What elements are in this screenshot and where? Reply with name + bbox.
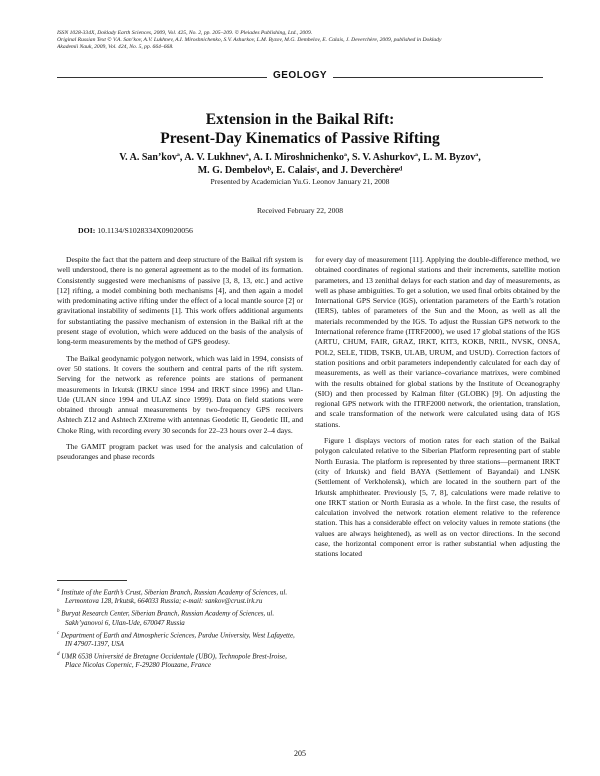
title-line: Present-Day Kinematics of Passive Rifting [160, 130, 440, 147]
affiliations [57, 586, 303, 671]
footnote [57, 586, 303, 606]
author-list [60, 151, 540, 177]
footnote-text: UMR 6538 Université de Bretagne Occidentale (UBO), Technopole Brest-Iroise, Place Nicolas Copernic, F-29280 Plouzane, France [61, 652, 287, 670]
section-label: GEOLOGY [267, 70, 333, 81]
footnote [57, 607, 303, 627]
paragraph: Despite the fact that the pattern and deep structure of the Baikal rift system is well understood, there is no general agreement as to the model of its formation. Consistently suggested were mechanisms of passive [3, 8, 13, etc.] and active [12] rifting, a model combining both mechanisms [4], and then again a model with predominating active rifting under the effect of a local mantle source [2] or gravitational instability of sediments [1]. This work offers additional arguments for substantiating the passive mechanism of extension in the Baikal rift at the present stage of evolution, which were adduced on the basis of the analysis of long-term measurements by the method of GPS geodesy. [57, 255, 303, 347]
page-number: 205 [294, 749, 306, 758]
doi-label: DOI: [78, 226, 96, 235]
presented-by: Presented by Academician Yu.G. Leonov January 21, 2008 [210, 177, 390, 186]
paragraph: Figure 1 displays vectors of motion rates for each station of the Baikal polygon calculated relative to the Siberian Platform representing part of stable North Eurasia. The platform is represented by three stations—permanent IRKT (city of Irkutsk) and field BAYA (Settlement of Bayandai) and LNSK (Settlement of Verkholensk), which are located in the southern part of the Irkutsk amphitheater. Previously [5, 7, 8], calculations were made relative to one IRKT station or North Eurasia as a whole. In the first case, the results of calculation involved the network rotation element relative to the reference station. This has a considerable effect on velocity values in remote stations (the values are always heightened), as well as on vector directions. In the second case, the horizontal component error is rather substantial when adjusting the stations located [315, 436, 560, 559]
paragraph: The GAMIT program packet was used for the analysis and calculation of pseudoranges and phase records [57, 442, 303, 462]
paragraph: The Baikal geodynamic polygon network, which was laid in 1994, consists of over 50 stations. It covers the southern and central parts of the rift system. Serving for the network as reference points are stations of permanent measurements in Irkutsk (IRKU since 1994 and IRKT since 1996) and Ulan-Ude (ULAN since 1994 and ULAZ since 1999). Data on field stations were obtained through annual measurements by two-frequency GPS receivers Ashtech Z12 and Ashtech ZXtreme with antennas Geodetic II, Geodetic III, and Choke Ring, with recording every 30 seconds for 22–23 hours over 2–4 days. [57, 353, 303, 435]
footnote-text: Buryat Research Center, Siberian Branch, Russian Academy of Sciences, ul. Sakh’yanovoi 6, Ulan-Ude, 670047 Russia [61, 609, 275, 627]
footnote-mark: a [57, 588, 60, 593]
header-line: ISSN 1028-334X, Doklady Earth Sciences, 2009, Vol. 425, No. 2, pp. 205–209. © Pleiades Publishing, Ltd., 2009. [57, 30, 313, 36]
header-line: Original Russian Text © V.A. San’kov, A.V. Lukhnev, A.I. Miroshnichenko, S.V. Ashurkov, L.M. Byzov, M.G. Dembelov, E. Calais, J. Deverchère, 2009, published in Doklady [57, 37, 442, 44]
footnote-mark: c [57, 630, 60, 636]
journal-header [57, 30, 547, 52]
footnote-rule [57, 580, 127, 581]
authors-line: M. G. Dembelovᵇ, E. Calaisᶜ, and J. Deverchèreᵈ [197, 165, 403, 176]
footnote [57, 629, 303, 649]
section-heading [0, 70, 600, 81]
doi [78, 226, 193, 235]
received-date: Received February 22, 2008 [256, 206, 344, 215]
footnote-mark: d [57, 651, 60, 657]
footnote-text: Institute of the Earth’s Crust, Siberian Branch, Russian Academy of Sciences, ul. Lermontova 128, Irkutsk, 664033 Russia; e-mail: sankov@crust.irk.ru [61, 588, 288, 606]
title-line: Extension in the Baikal Rift: [205, 111, 395, 128]
paragraph: for every day of measurement [11]. Applying the double-difference method, we obtained coordinates of regional stations and their increments, satellite motion parameters, and 13 zenithal delays for each station and day of measurements, as well as phase ambiguities. To get a solution, we used final orbits obtained by the International GPS Service (IGS), orientation parameters of the Earth’s rotation (IERS), tables of parameters of the Sun and the Moon, as well as all the materials recommended by the IGS. To adjust the Russian GPS network to the International reference frame (ITRF2000), we used 17 global stations of the IGS (ARTU, CHUM, FAIR, GRAZ, IRKT, KIT3, KOKB, NRIL, NVSK, ONSA, POL2, SELE, TIDB, TSKB, ULAB, URUM, and USUD). Correction factors of station positions and orbit parameters independently calculated for each day of measurements, as well as their variance–covariance matrixes, were combined with the results obtained for global stations by the Institute of Oceanography (SIO) and then processed by Kalman filter (GLOBK) [9]. On adjusting the regional GPS network with the ITRF2000 network, the orientation, translation, and scale transformation of the network were calculated using data of IGS stations. [315, 255, 560, 429]
header-line: Akademii Nauk, 2009, Vol. 424, No. 5, pp. 664–668. [57, 44, 174, 51]
footnote-mark: b [57, 609, 60, 615]
left-column [57, 255, 303, 469]
authors-line: V. A. San’kovª, A. V. Lukhnevª, A. I. Miroshnichenkoª, S. V. Ashurkovª, L. M. Byzovª, [119, 152, 481, 163]
footnote-text: Department of Earth and Atmospheric Sciences, Purdue University, West Lafayette, IN 47907-1397, USA [60, 630, 295, 648]
footnote [57, 650, 303, 670]
right-column [315, 255, 560, 566]
doi-value: 10.1134/S1028334X09020056 [97, 226, 193, 235]
article-title [60, 110, 540, 148]
